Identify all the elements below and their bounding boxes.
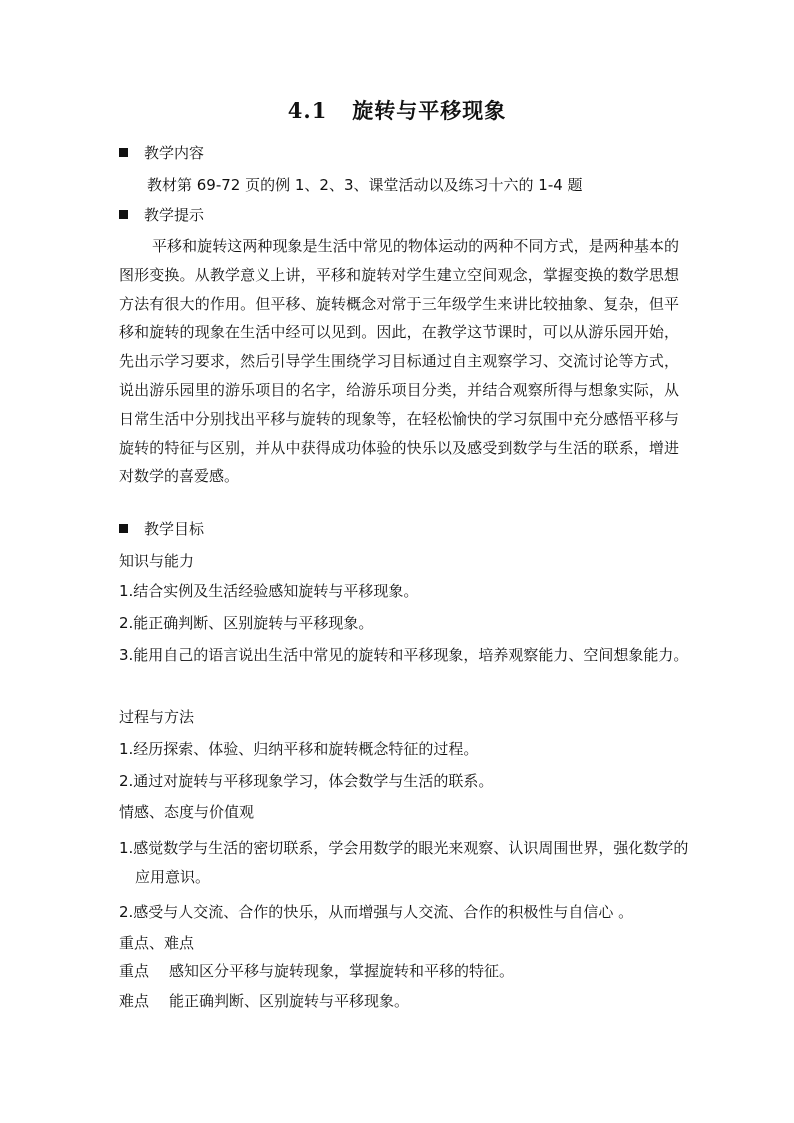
difficulty-row [119,991,409,1011]
process-item-2: 2.通过对旋转与平移现象学习，体会数学与生活的联系。 [119,772,494,790]
square-bullet-icon [119,524,128,533]
knowledge-item-3: 3.能用自己的语言说出生活中常见的旋转和平移现象，培养观察能力、空间想象能力。 [119,646,689,664]
keypoint-label: 重点 [119,962,150,980]
section-heading-hint [119,205,204,225]
section-heading-goals [119,519,204,539]
subheading-keypoints: 重点、难点 [119,934,195,952]
subheading-emotion: 情感、态度与价值观 [119,803,255,821]
keypoint-text: 感知区分平移与旋转现象，掌握旋转和平移的特征。 [169,962,515,980]
square-bullet-icon [119,210,128,219]
emotion-item-2: 2.感受与人交流、合作的快乐，从而增强与人交流、合作的积极性与自信心 。 [119,903,634,921]
square-bullet-icon [119,148,128,157]
emotion-item-1: 1.感觉数学与生活的密切联系，学会用数学的眼光来观察、认识周围世界，强化数学的应用意识。 [119,839,689,886]
process-item-1: 1.经历探索、体验、归纳平移和旋转概念特征的过程。 [119,740,479,758]
difficulty-text: 能正确判断、区别旋转与平移现象。 [169,992,410,1010]
knowledge-item-1: 1.结合实例及生活经验感知旋转与平移现象。 [119,582,419,600]
section-heading-content-text: 教学内容 [144,144,205,162]
content-text: 教材第 69-72 页的例 1、2、3、课堂活动以及练习十六的 1-4 题 [147,176,583,194]
difficulty-label: 难点 [119,992,150,1010]
subheading-process: 过程与方法 [119,708,195,726]
hint-paragraph: 平移和旋转这两种现象是生活中常见的物体运动的两种不同方式，是两种基本的图形变换。从教学意义上讲，平移和旋转对学生建立空间观念，掌握变换的数学思想方法有很大的作用。但平移、旋转概念对常于三年级学生来讲比较抽象、复杂，但平移和旋转的现象在生活中经可以见到。因此，在教学这节课时，可以从游乐园开始，先出示学习要求，然后引导学生围绕学习目标通过自主观察学习、交流讨论等方式，说出游乐园里的游乐项目的名字，给游乐项目分类，并结合观察所得与想象实际，从日常生活中分别找出平移与旋转的现象等，在轻松愉快的学习氛围中充分感悟平移与旋转的特征与区别，并从中获得成功体验的快乐以及感受到数学与生活的联系，增进对数学的喜爱感。 [119,237,679,486]
knowledge-item-2: 2.能正确判断、区别旋转与平移现象。 [119,614,374,632]
subheading-knowledge: 知识与能力 [119,552,195,570]
section-heading-hint-text: 教学提示 [144,206,205,224]
document-title: 4.1 旋转与平移现象 [287,98,507,123]
section-heading-goals-text: 教学目标 [144,520,205,538]
keypoint-row [119,961,514,981]
section-heading-content [119,143,204,163]
